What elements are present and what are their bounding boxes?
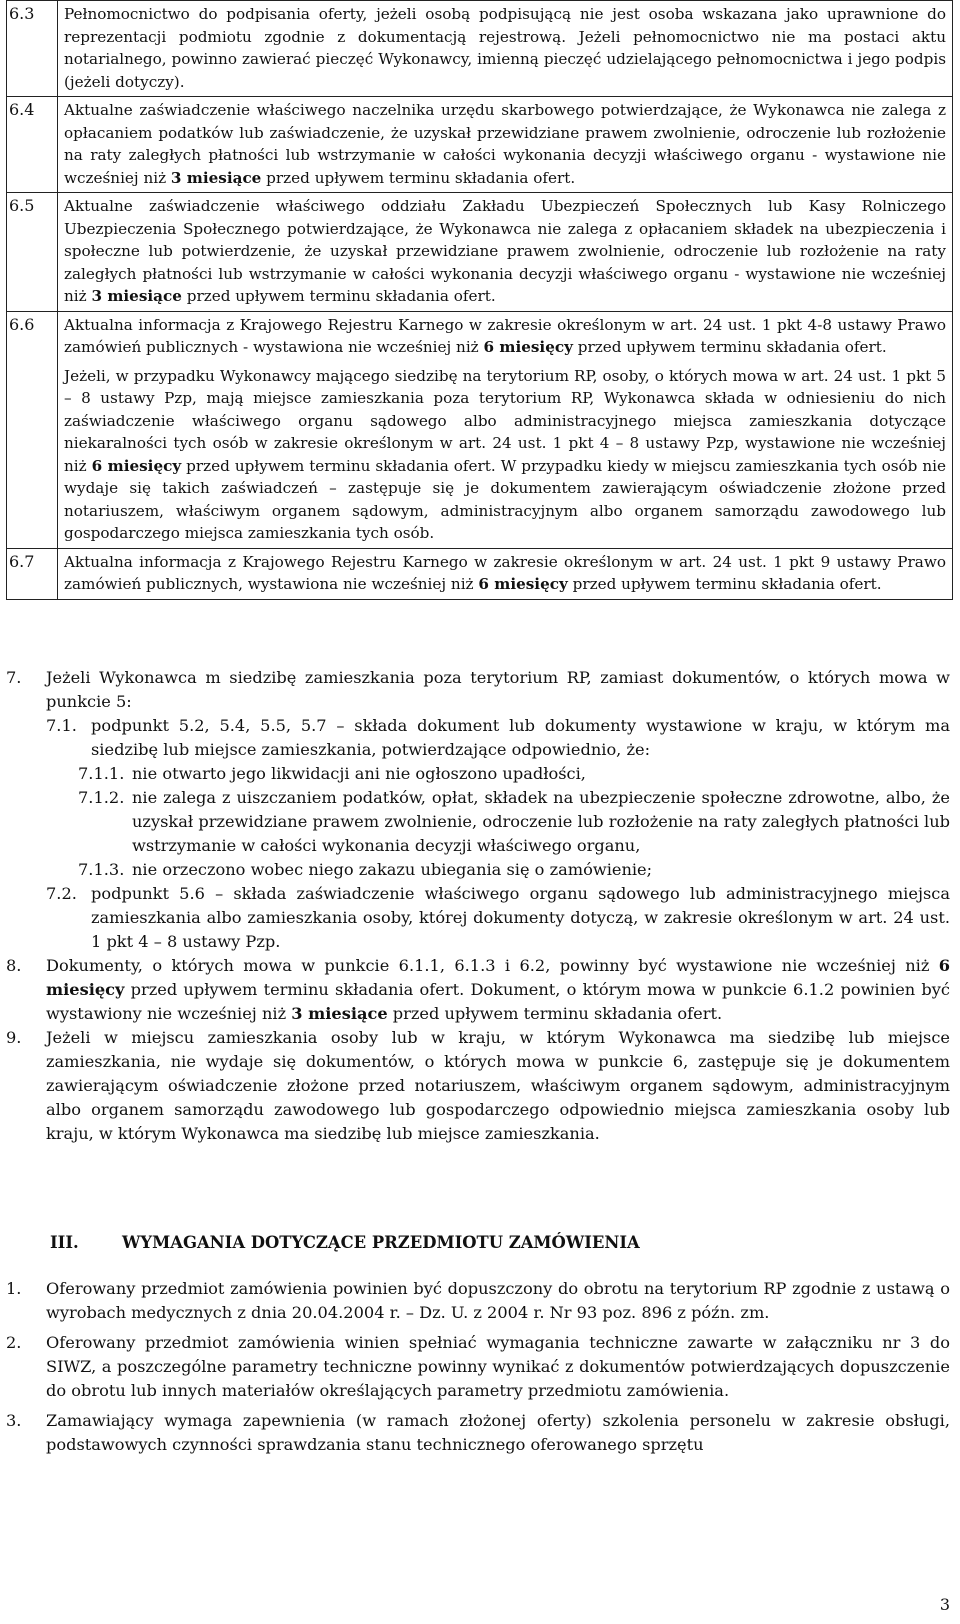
list-item: 7.1.1. nie otwarto jego likwidacji ani nie ogłoszono upadłości, xyxy=(78,764,586,783)
list-item: 9. Jeżeli w miejscu zamieszkania osoby lub w kraju, w którym Wykonawca ma siedzibę lub miejsce zamieszkania, nie wydaje się dokumentów, o których mowa w punkcie 6, zastępuje się je dokumentem zawierającym oświadczenie złożone przed notariuszem, właściwym organem sądowym, administracyjnym albo organem samorządu zawodowego lub gospodarczego odpowiednio miejsca zamieszkania osoby lub kraju, w którym Wykonawca ma siedzibę lub miejsce zamieszkania. xyxy=(6,1028,950,1143)
list-item: 7.1.2. nie zalega z uiszczaniem podatków, opłat, składek na ubezpieczenie społeczne zdrowotne, albo, że uzyskał przewidziane prawem zwolnienie, odroczenie lub rozłożenie na raty zaległych płatności lub wstrzymanie w całości wykonania decyzji właściwego organu, xyxy=(78,788,950,855)
numbered-list xyxy=(6,666,950,1146)
list-item: 7.1. podpunkt 5.2, 5.4, 5.5, 5.7 – składa dokument lub dokumenty wystawione w kraju, w którym ma siedzibę lub miejsce zamieszkania, potwierdzające odpowiednio, że: xyxy=(46,716,950,759)
list-item: 7.1.3. nie orzeczono wobec niego zakazu ubiegania się o zamówienie; xyxy=(78,860,653,879)
list-item: 3. Zamawiający wymaga zapewnienia (w ramach złożonej oferty) szkolenia personelu w zakresie obsługi, podstawowych czynności sprawdzania stanu technicznego oferowanego sprzętu xyxy=(6,1411,950,1454)
table-row xyxy=(7,548,953,599)
requirements-table xyxy=(6,0,953,600)
table-row xyxy=(7,311,953,548)
row-number: 6.4 xyxy=(7,97,58,193)
row-number: 6.6 xyxy=(7,311,58,548)
row-text: Aktualne zaświadczenie właściwego naczelnika urzędu skarbowego potwierdzające, że Wykonawca nie zalega z opłacaniem podatków lub zaświadczenie, że uzyskał przewidziane prawem zwolnienie, odroczenie lub rozłożenie na raty zaległych płatności lub wstrzymanie w całości wykonania decyzji właściwego organu - wystawione nie wcześniej niż 3 miesiące przed upływem terminu składania ofert. xyxy=(58,97,953,193)
list-item: 1. Oferowany przedmiot zamówienia powinien być dopuszczony do obrotu na terytorium RP zgodnie z ustawą o wyrobach medycznych z dnia 20.04.2004 r. – Dz. U. z 2004 r. Nr 93 poz. 896 z późn. zm. xyxy=(6,1279,950,1322)
table-row xyxy=(7,1,953,97)
list-item: 7. Jeżeli Wykonawca m siedzibę zamieszkania poza terytorium RP, zamiast dokumentów, o których mowa w punkcie 5: xyxy=(6,668,950,711)
row-number: 6.3 xyxy=(7,1,58,97)
list-item: 8. Dokumenty, o których mowa w punkcie 6.1.1, 6.1.3 i 6.2, powinny być wystawione nie wcześniej niż 6 miesięcy przed upływem terminu składania ofert. Dokument, o którym mowa w punkcie 6.1.2 powinien być wystawiony nie wcześniej niż 3 miesiące przed upływem terminu składania ofert. xyxy=(6,956,950,1023)
row-text: Aktualne zaświadczenie właściwego oddziału Zakładu Ubezpieczeń Społecznych lub Kasy Rolniczego Ubezpieczenia Społecznego potwierdzające, że Wykonawca nie zalega z opłacaniem składek na ubezpieczenia i społeczne lub potwierdzenie, że uzyskał przewidziane prawem zwolnienie, odroczenie lub rozłożenie na raty zaległych płatności lub wstrzymanie w całości wykonania decyzji właściwego organu - wystawione nie wcześniej niż 3 miesiące przed upływem terminu składania ofert. xyxy=(58,193,953,312)
table-row xyxy=(7,193,953,312)
row-text: Pełnomocnictwo do podpisania oferty, jeżeli osobą podpisującą nie jest osoba wskazana jako uprawnione do reprezentacji podmiotu zgodnie z dokumentacją rejestrową. Jeżeli pełnomocnictwo nie ma postaci aktu notarialnego, powinno zawierać pieczęć Wykonawcy, imienną pieczęć udzielającego pełnomocnictwa i jego podpis (jeżeli dotyczy). xyxy=(58,1,953,97)
table-row xyxy=(7,97,953,193)
row-number: 6.7 xyxy=(7,548,58,599)
row-text: Aktualna informacja z Krajowego Rejestru Karnego w zakresie określonym w art. 24 ust. 1 pkt 9 ustawy Prawo zamówień publicznych, wystawiona nie wcześniej niż 6 miesięcy przed upływem terminu składania ofert. xyxy=(58,548,953,599)
row-text: Aktualna informacja z Krajowego Rejestru Karnego w zakresie określonym w art. 24 ust. 1 pkt 4-8 ustawy Prawo zamówień publicznych - wystawiona nie wcześniej niż 6 miesięcy przed upływem terminu składania ofert. Jeżeli, w przypadku Wykonawcy mającego siedzibę na terytorium RP, osoby, o których mowa w art. 24 ust. 1 pkt 5 – 8 ustawy Pzp, mają miejsce zamieszkania poza terytorium RP, Wykonawca składa w odniesieniu do nich zaświadczenie właściwego organu sądowego albo administracyjnego miejsca zamieszkania dotyczące niekaralności tych osób w zakresie określonym w art. 24 ust. 1 pkt 4 – 8 ustawy Pzp, wystawione nie wcześniej niż 6 miesięcy przed upływem terminu składania ofert. W przypadku kiedy w miejscu zamieszkania tych osób nie wydaje się takich zaświadczeń – zastępuje się je dokumentem zawierającym oświadczenie złożone przed notariuszem, właściwym organem sądowym, administracyjnym albo organem samorządu zawodowego lub gospodarczego miejsca zamieszkania tych osób. xyxy=(58,311,953,548)
row-number: 6.5 xyxy=(7,193,58,312)
section-heading: III. WYMAGANIA DOTYCZĄCE PRZEDMIOTU ZAMÓWIENIA xyxy=(50,1233,640,1252)
requirements-list xyxy=(6,1277,950,1457)
page-number: 3 xyxy=(939,1595,950,1614)
list-item: 2. Oferowany przedmiot zamówienia winien spełniać wymagania techniczne zawarte w załączniku nr 3 do SIWZ, a poszczególne parametry techniczne powinny wynikać z dokumentów potwierdzających dopuszczenie do obrotu lub innych materiałów określających parametry przedmiotu zamówienia. xyxy=(6,1333,950,1400)
list-item: 7.2. podpunkt 5.6 – składa zaświadczenie właściwego organu sądowego lub administracyjnego miejsca zamieszkania albo zamieszkania osoby, której dokumenty dotyczą, w zakresie określonym w art. 24 ust. 1 pkt 4 – 8 ustawy Pzp. xyxy=(46,884,950,951)
